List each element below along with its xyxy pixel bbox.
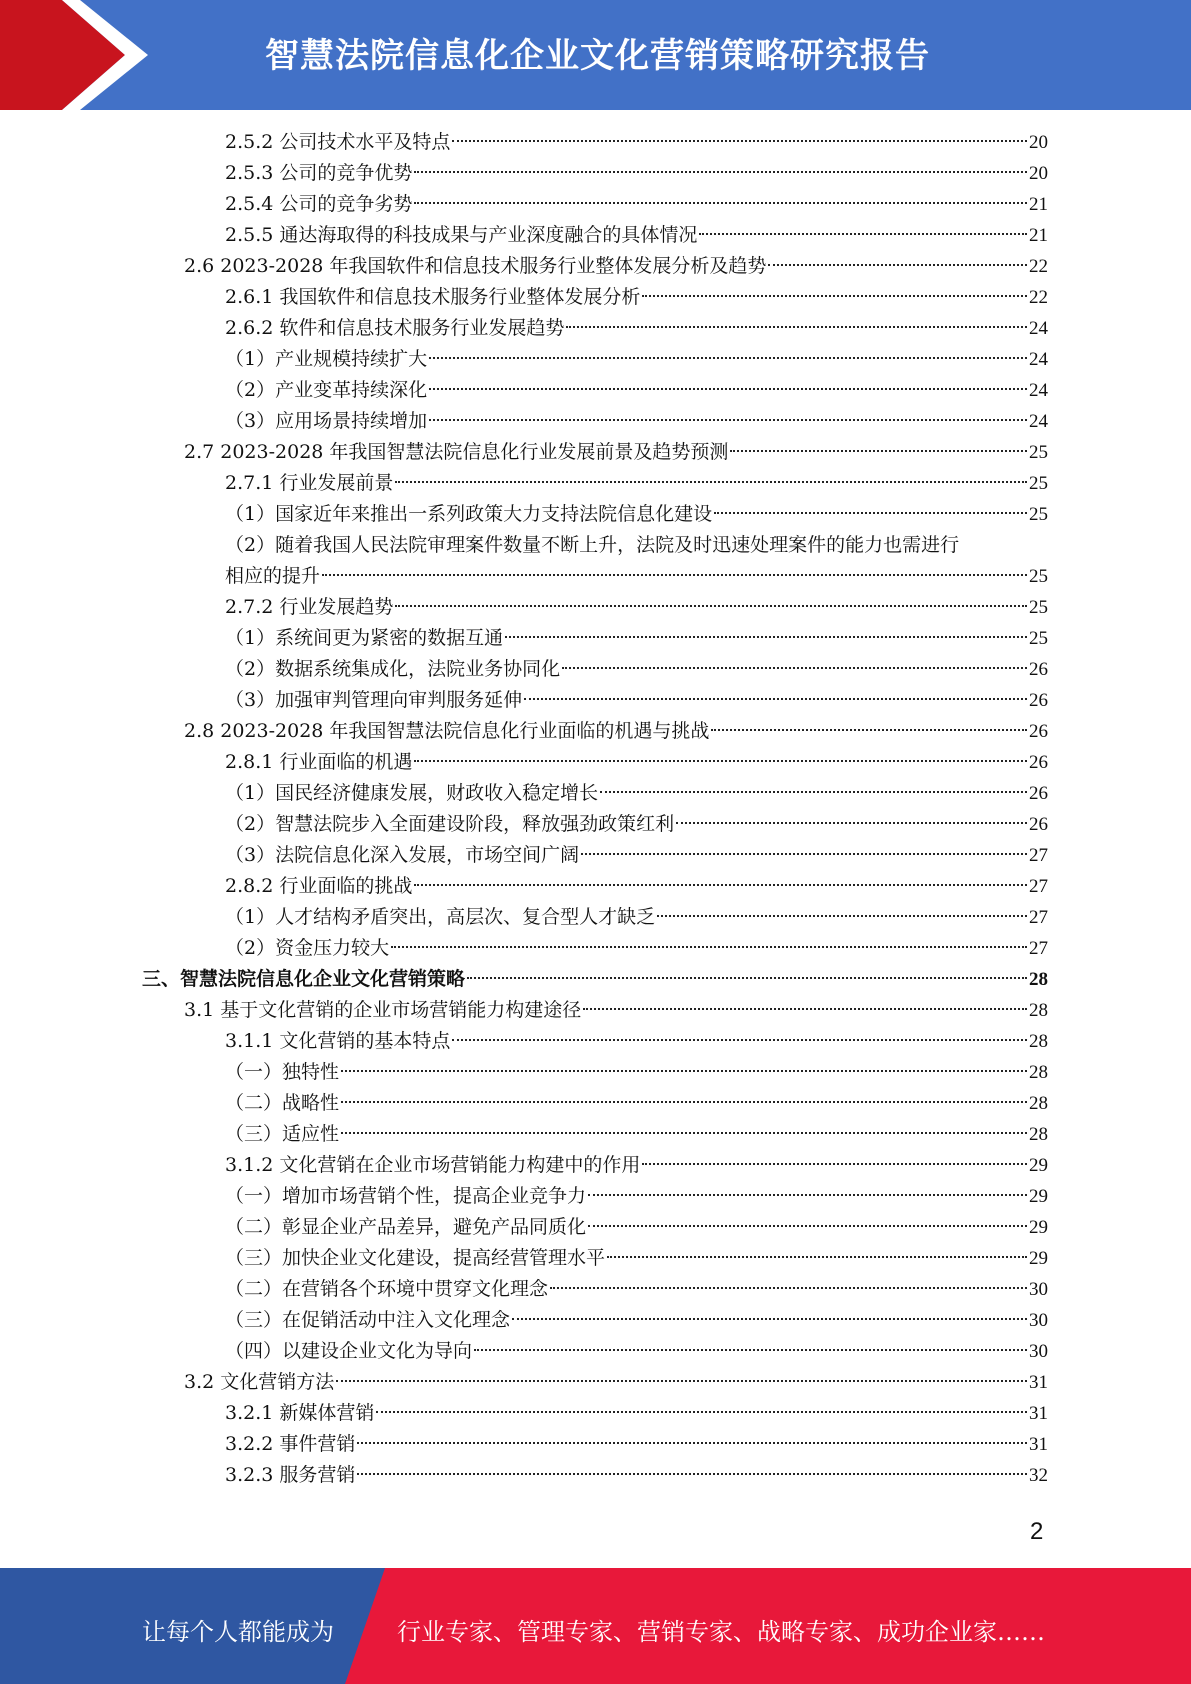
toc-entry-title: （二）在营销各个环境中贯穿文化理念: [225, 1278, 549, 1300]
toc-entry[interactable]: [225, 468, 1048, 499]
toc-entry-title: （3）法院信息化深入发展，市场空间广阔: [225, 844, 580, 866]
toc-entry-title: 3.2.1 新媒体营销: [225, 1402, 375, 1424]
toc-entry-page: 25: [1029, 442, 1048, 463]
toc-entry-page: 26: [1029, 814, 1048, 835]
toc-leader-dots: [588, 1194, 1027, 1196]
toc-entry-page: 28: [1029, 1062, 1048, 1083]
toc-entry-title: （1）系统间更为紧密的数据互通: [225, 627, 504, 649]
toc-entry[interactable]: [225, 685, 1048, 716]
toc-entry-page: 27: [1029, 876, 1048, 897]
toc-entry-page: 27: [1029, 845, 1048, 866]
toc-entry-page: 22: [1029, 287, 1048, 308]
toc-entry-title: 3.2 文化营销方法: [184, 1371, 335, 1393]
toc-entry-title: （2）智慧法院步入全面建设阶段，释放强劲政策红利: [225, 813, 675, 835]
toc-leader-dots: [357, 1442, 1027, 1444]
toc-entry[interactable]: [184, 995, 1048, 1026]
toc-entry-page: 24: [1029, 411, 1048, 432]
toc-leader-dots: [395, 481, 1027, 483]
toc-entry[interactable]: [225, 220, 1048, 251]
toc-entry-title: （2）资金压力较大: [225, 937, 390, 959]
toc-entry-title: （1）人才结构矛盾突出，高层次、复合型人才缺乏: [225, 906, 656, 928]
toc-entry-title: 2.5.4 公司的竞争劣势: [225, 193, 413, 215]
toc-leader-dots: [699, 233, 1027, 235]
toc-leader-dots: [600, 791, 1027, 793]
toc-entry-title: 3.2.2 事件营销: [225, 1433, 356, 1455]
toc-leader-dots: [467, 977, 1027, 979]
toc-entry-page: 21: [1029, 194, 1048, 215]
toc-entry[interactable]: [184, 716, 1048, 747]
toc-leader-dots: [341, 1101, 1027, 1103]
toc-entry-title: 2.6 2023-2028 年我国软件和信息技术服务行业整体发展分析及趋势: [184, 255, 767, 277]
toc-entry-page: 29: [1029, 1155, 1048, 1176]
toc-entry-title: 2.5.2 公司技术水平及特点: [225, 131, 451, 153]
toc-leader-dots: [562, 667, 1027, 669]
toc-entry-title: （二）战略性: [225, 1092, 340, 1114]
toc-entry[interactable]: [225, 623, 1048, 654]
toc-entry-title: （1）国民经济健康发展，财政收入稳定增长: [225, 782, 599, 804]
toc-entry-page: 22: [1029, 256, 1048, 277]
toc-entry-page: 30: [1029, 1310, 1048, 1331]
toc-entry-title: 3.1 基于文化营销的企业市场营销能力构建途径: [184, 999, 582, 1021]
toc-entry-page: 25: [1029, 473, 1048, 494]
toc-entry[interactable]: [225, 871, 1048, 902]
toc-entry-page: 27: [1029, 907, 1048, 928]
toc-entry[interactable]: [184, 251, 1048, 282]
toc-entry-page: 31: [1029, 1403, 1048, 1424]
toc-entry-wrapped-first-line[interactable]: [225, 530, 959, 561]
toc-leader-dots: [474, 1349, 1027, 1351]
toc-entry[interactable]: [225, 127, 1048, 158]
toc-leader-dots: [524, 698, 1027, 700]
toc-entry[interactable]: [225, 778, 1048, 809]
toc-leader-dots: [550, 1287, 1027, 1289]
toc-entry-title: 2.6.1 我国软件和信息技术服务行业整体发展分析: [225, 286, 641, 308]
toc-leader-dots: [341, 1132, 1027, 1134]
toc-entry-page: 20: [1029, 163, 1048, 184]
toc-entry[interactable]: [225, 282, 1048, 313]
toc-leader-dots: [429, 388, 1027, 390]
toc-leader-dots: [583, 1008, 1027, 1010]
toc-entry[interactable]: [225, 1057, 1048, 1088]
toc-leader-dots: [588, 1225, 1027, 1227]
toc-entry-title: 3.1.2 文化营销在企业市场营销能力构建中的作用: [225, 1154, 641, 1176]
toc-entry[interactable]: [225, 1181, 1048, 1212]
toc-entry[interactable]: [184, 1367, 1048, 1398]
toc-entry-title: 2.7 2023-2028 年我国智慧法院信息化行业发展前景及趋势预测: [184, 441, 729, 463]
page-number: 2: [1030, 1518, 1044, 1545]
toc-leader-dots: [505, 636, 1027, 638]
toc-entry-title: 2.5.5 通达海取得的科技成果与产业深度融合的具体情况: [225, 224, 698, 246]
toc-entry-title: 3.2.3 服务营销: [225, 1464, 356, 1486]
toc-entry-page: 30: [1029, 1341, 1048, 1362]
toc-entry[interactable]: [225, 1460, 1048, 1491]
toc-entry-title: （一）增加市场营销个性，提高企业竞争力: [225, 1185, 587, 1207]
toc-entry-page: 27: [1029, 938, 1048, 959]
toc-entry[interactable]: [225, 158, 1048, 189]
report-title: 智慧法院信息化企业文化营销策略研究报告: [265, 36, 930, 76]
toc-entry-page: 20: [1029, 132, 1048, 153]
toc-leader-dots: [566, 326, 1027, 328]
toc-leader-dots: [642, 1163, 1027, 1165]
toc-entry[interactable]: [225, 1150, 1048, 1181]
toc-entry-title: 3.1.1 文化营销的基本特点: [225, 1030, 451, 1052]
toc-leader-dots: [414, 202, 1027, 204]
toc-entry-title: （1）国家近年来推出一系列政策大力支持法院信息化建设: [225, 503, 713, 525]
toc-leader-dots: [414, 171, 1027, 173]
toc-entry-page: 31: [1029, 1372, 1048, 1393]
toc-leader-dots: [452, 1039, 1027, 1041]
toc-entry[interactable]: [225, 1305, 1048, 1336]
toc-leader-dots: [714, 512, 1027, 514]
toc-entry-page: 21: [1029, 225, 1048, 246]
toc-entry-title: （三）加快企业文化建设，提高经营管理水平: [225, 1247, 606, 1269]
toc-entry[interactable]: [225, 1398, 1048, 1429]
toc-entry-title: （2）随着我国人民法院审理案件数量不断上升，法院及时迅速处理案件的能力也需进行: [225, 534, 960, 556]
toc-entry[interactable]: [225, 344, 1048, 375]
toc-entry-title: （二）彰显企业产品差异，避免产品同质化: [225, 1216, 587, 1238]
toc-entry-title: （3）加强审判管理向审判服务延伸: [225, 689, 523, 711]
footer-slogan-right: 行业专家、管理专家、营销专家、战略专家、成功企业家……: [397, 1618, 1045, 1646]
toc-entry-title: 2.7.1 行业发展前景: [225, 472, 394, 494]
toc-entry-title: 2.6.2 软件和信息技术服务行业发展趋势: [225, 317, 565, 339]
toc-entry-page: 26: [1029, 659, 1048, 680]
toc-entry-title: 2.8.2 行业面临的挑战: [225, 875, 413, 897]
toc-entry-title: （1）产业规模持续扩大: [225, 348, 428, 370]
toc-leader-dots: [657, 915, 1027, 917]
toc-entry-page: 24: [1029, 318, 1048, 339]
toc-entry[interactable]: [225, 592, 1048, 623]
toc-entry-page: 28: [1029, 1093, 1048, 1114]
toc-entry-title: 2.7.2 行业发展趋势: [225, 596, 394, 618]
toc-entry-page: 26: [1029, 721, 1048, 742]
toc-entry-page: 29: [1029, 1217, 1048, 1238]
toc-leader-dots: [607, 1256, 1027, 1258]
toc-entry-title: （四）以建设企业文化为导向: [225, 1340, 473, 1362]
toc-entry-page: 29: [1029, 1248, 1048, 1269]
toc-entry-page: 31: [1029, 1434, 1048, 1455]
toc-entry-page: 25: [1029, 504, 1048, 525]
toc-entry-title: （3）应用场景持续增加: [225, 410, 428, 432]
toc-entry[interactable]: [225, 499, 1048, 530]
toc-entry[interactable]: [225, 1243, 1048, 1274]
toc-leader-dots: [429, 419, 1027, 421]
toc-entry-page: 28: [1029, 1124, 1048, 1145]
toc-entry-title: 2.5.3 公司的竞争优势: [225, 162, 413, 184]
toc-leader-dots: [676, 822, 1027, 824]
toc-entry-title: （2）产业变革持续深化: [225, 379, 428, 401]
toc-entry[interactable]: [225, 561, 1048, 592]
toc-entry-page: 28: [1029, 1000, 1048, 1021]
toc-entry-page: 25: [1029, 597, 1048, 618]
toc-entry[interactable]: [225, 654, 1048, 685]
toc-leader-dots: [768, 264, 1027, 266]
toc-leader-dots: [341, 1070, 1027, 1072]
toc-entry-title: （三）在促销活动中注入文化理念: [225, 1309, 511, 1331]
toc-entry[interactable]: [225, 313, 1048, 344]
report-footer: [0, 1568, 1191, 1684]
report-header: [0, 0, 1191, 110]
toc-entry-title: 三、智慧法院信息化企业文化营销策略: [142, 968, 466, 990]
toc-entry-title: （三）适应性: [225, 1123, 340, 1145]
header-arrow-decoration: [0, 0, 160, 110]
toc-entry-page: 28: [1029, 969, 1048, 990]
toc-leader-dots: [414, 760, 1027, 762]
toc-entry-title: （一）独特性: [225, 1061, 340, 1083]
toc-entry[interactable]: [225, 1026, 1048, 1057]
footer-slogan-left: 让每个人都能成为: [142, 1618, 334, 1646]
toc-entry-page: 28: [1029, 1031, 1048, 1052]
toc-leader-dots: [322, 574, 1027, 576]
toc-entry-page: 25: [1029, 628, 1048, 649]
toc-entry-page: 24: [1029, 349, 1048, 370]
toc-entry[interactable]: [225, 1429, 1048, 1460]
toc-entry-page: 26: [1029, 783, 1048, 804]
toc-entry[interactable]: [225, 1088, 1048, 1119]
toc-leader-dots: [452, 140, 1027, 142]
toc-entry-page: 26: [1029, 690, 1048, 711]
toc-leader-dots: [391, 946, 1027, 948]
toc-entry[interactable]: [225, 1274, 1048, 1305]
toc-entry[interactable]: [225, 933, 1048, 964]
toc-leader-dots: [429, 357, 1027, 359]
toc-leader-dots: [512, 1318, 1027, 1320]
toc-entry-page: 24: [1029, 380, 1048, 401]
toc-entry[interactable]: [225, 809, 1048, 840]
toc-entry[interactable]: [225, 406, 1048, 437]
toc-entry-page: 26: [1029, 752, 1048, 773]
toc-entry-page: 29: [1029, 1186, 1048, 1207]
toc-leader-dots: [376, 1411, 1027, 1413]
toc-entry-title: 2.8.1 行业面临的机遇: [225, 751, 413, 773]
toc-chapter-entry[interactable]: [142, 964, 1048, 995]
toc-entry[interactable]: [225, 375, 1048, 406]
toc-leader-dots: [642, 295, 1027, 297]
toc-leader-dots: [414, 884, 1027, 886]
toc-entry-title: 相应的提升: [225, 565, 321, 587]
toc-entry[interactable]: [225, 747, 1048, 778]
toc-leader-dots: [357, 1473, 1027, 1475]
toc-entry[interactable]: [225, 902, 1048, 933]
toc-entry-page: 32: [1029, 1465, 1048, 1486]
toc-entry[interactable]: [184, 437, 1048, 468]
toc-entry[interactable]: [225, 189, 1048, 220]
toc-entry-title: 2.8 2023-2028 年我国智慧法院信息化行业面临的机遇与挑战: [184, 720, 710, 742]
toc-entry-title: （2）数据系统集成化，法院业务协同化: [225, 658, 561, 680]
toc-entry-page: 30: [1029, 1279, 1048, 1300]
toc-leader-dots: [581, 853, 1027, 855]
toc-entry[interactable]: [225, 1119, 1048, 1150]
toc-entry[interactable]: [225, 1212, 1048, 1243]
toc-entry-page: 25: [1029, 566, 1048, 587]
toc-leader-dots: [395, 605, 1027, 607]
toc-leader-dots: [711, 729, 1027, 731]
toc-leader-dots: [730, 450, 1027, 452]
toc-entry[interactable]: [225, 1336, 1048, 1367]
toc-entry[interactable]: [225, 840, 1048, 871]
toc-leader-dots: [336, 1380, 1027, 1382]
